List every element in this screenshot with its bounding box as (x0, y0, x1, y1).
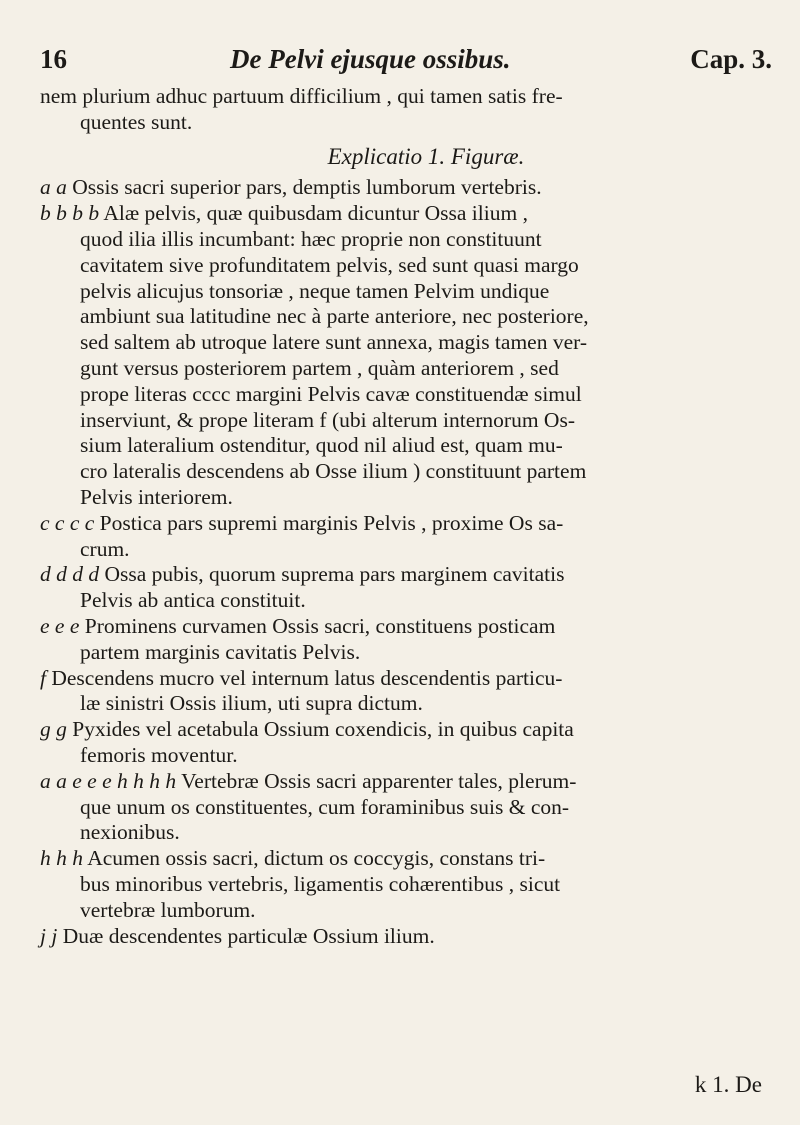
legend-entry-line (40, 898, 772, 924)
legend-entry (40, 769, 772, 846)
legend-entry-line (40, 666, 772, 692)
legend-entry (40, 175, 772, 201)
legend-entry-line (40, 511, 772, 537)
legend-text: crum. (80, 536, 130, 561)
legend-entry-line (40, 769, 772, 795)
legend-entries (40, 175, 772, 949)
section-title: Explicatio 1. Figuræ. (327, 143, 525, 169)
legend-entry (40, 511, 772, 563)
page-number: 16 (40, 44, 67, 74)
running-title: De Pelvi ejusque ossibus. (230, 44, 511, 74)
legend-key: f (40, 665, 46, 690)
legend-entry-line (40, 433, 772, 459)
legend-text: Acumen ossis sacri, dictum os coccygis, constans tri- (87, 846, 546, 871)
legend-entry-line (40, 253, 772, 279)
legend-entry (40, 562, 772, 614)
legend-entry-line (40, 279, 772, 305)
legend-key: a a e e e h h h h (40, 768, 177, 793)
legend-text: vertebræ lumborum. (80, 897, 256, 922)
legend-text: femoris moventur. (80, 742, 238, 767)
legend-text: Postica pars supremi marginis Pelvis , proxime Os sa- (99, 510, 564, 535)
legend-key: d d d d (40, 562, 100, 587)
legend-entry-line (40, 588, 772, 614)
legend-key: h h h (40, 846, 83, 871)
intro-line: nem plurium adhuc partuum difficilium , qui tamen satis fre- (40, 84, 563, 108)
legend-entry-line (40, 872, 772, 898)
legend-text: quod ilia illis incumbant: hæc proprie non constituunt (80, 226, 542, 251)
legend-text: prope literas cccc margini Pelvis cavæ constituendæ simul (80, 381, 582, 406)
legend-entry (40, 717, 772, 769)
legend-text: Descendens mucro vel internum latus descendentis particu- (51, 665, 563, 690)
legend-key: c c c c (40, 510, 95, 535)
catchword: k 1. De (694, 1072, 762, 1097)
legend-entry-line (40, 743, 772, 769)
legend-text: partem marginis cavitatis Pelvis. (80, 639, 361, 664)
legend-entry-line (40, 846, 772, 872)
legend-text: Ossis sacri superior pars, demptis lumborum vertebris. (72, 175, 542, 200)
legend-text: que unum os constituentes, cum foraminibus suis & con- (80, 794, 570, 819)
intro-line: quentes sunt. (80, 109, 193, 134)
legend-entry-line (40, 717, 772, 743)
legend-text: sed saltem ab utroque latere sunt annexa, magis tamen ver- (80, 330, 588, 355)
legend-entry (40, 924, 772, 950)
legend-text: læ sinistri Ossis ilium, uti supra dictum. (80, 691, 423, 716)
legend-text: gunt versus posteriorem partem , quàm anteriorem , sed (80, 355, 559, 380)
legend-entry (40, 846, 772, 923)
legend-entry (40, 201, 772, 511)
legend-key: b b b b (40, 201, 100, 226)
legend-key: g g (40, 717, 67, 742)
chapter-label: Cap. 3. (690, 44, 772, 74)
legend-text: Pelvis interiorem. (80, 484, 233, 509)
legend-entry-line (40, 537, 772, 563)
legend-entry (40, 614, 772, 666)
running-header (40, 44, 772, 84)
legend-text: Ossa pubis, quorum suprema pars marginem cavitatis (104, 562, 565, 587)
legend-entry (40, 666, 772, 718)
legend-entry-line (40, 227, 772, 253)
legend-text: Pelvis ab antica constituit. (80, 588, 306, 613)
intro-paragraph (40, 84, 772, 136)
legend-entry-line (40, 820, 772, 846)
legend-key: e e e (40, 613, 80, 638)
legend-entry-line (40, 330, 772, 356)
legend-entry-line (40, 562, 772, 588)
legend-entry-line (40, 640, 772, 666)
legend-text: nexionibus. (80, 820, 180, 845)
legend-text: Prominens curvamen Ossis sacri, constituens posticam (84, 613, 556, 638)
legend-text: Alæ pelvis, quæ quibusdam dicuntur Ossa ilium , (103, 201, 528, 226)
legend-key: a a (40, 175, 67, 200)
legend-entry-line (40, 201, 772, 227)
page-body (40, 84, 772, 949)
legend-text: cro lateralis descendens ab Osse ilium ) constituunt partem (80, 459, 587, 484)
legend-entry-line (40, 459, 772, 485)
legend-text: pelvis alicujus tonsoriæ , neque tamen Pelvim undique (80, 278, 550, 303)
legend-entry-line (40, 382, 772, 408)
legend-entry-line (40, 924, 772, 950)
legend-text: Pyxides vel acetabula Ossium coxendicis, in quibus capita (72, 717, 574, 742)
legend-entry-line (40, 614, 772, 640)
legend-text: Vertebræ Ossis sacri apparenter tales, plerum- (181, 768, 577, 793)
legend-text: cavitatem sive profunditatem pelvis, sed sunt quasi margo (80, 252, 579, 277)
legend-entry-line (40, 795, 772, 821)
legend-text: inserviunt, & prope literam f (ubi alterum internorum Os- (80, 407, 575, 432)
legend-entry-line (40, 356, 772, 382)
legend-text: bus minoribus vertebris, ligamentis cohærentibus , sicut (80, 871, 561, 896)
legend-entry-line (40, 485, 772, 511)
legend-key: j j (40, 923, 58, 948)
legend-text: Duæ descendentes particulæ Ossium ilium. (62, 923, 435, 948)
legend-entry-line (40, 408, 772, 434)
legend-entry-line (40, 691, 772, 717)
legend-text: ambiunt sua latitudine nec à parte anteriore, nec posteriore, (80, 304, 589, 329)
legend-entry-line (40, 304, 772, 330)
legend-entry-line (40, 175, 772, 201)
legend-text: sium lateralium ostenditur, quod nil aliud est, quam mu- (80, 433, 563, 458)
